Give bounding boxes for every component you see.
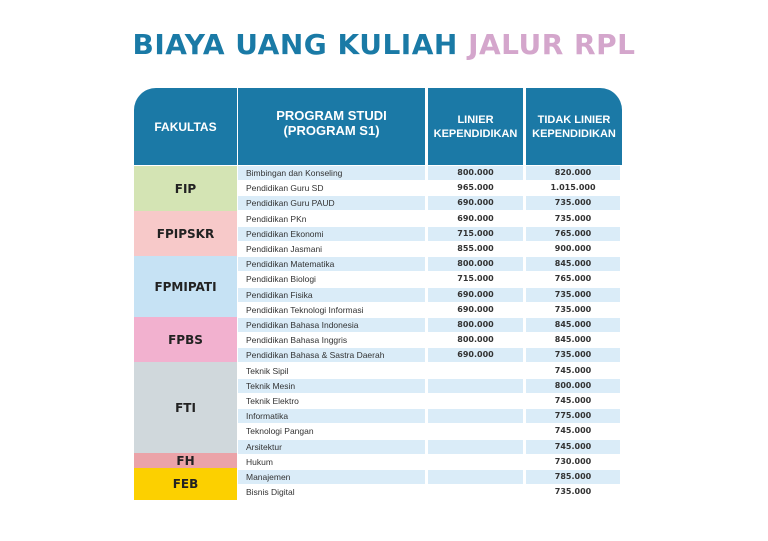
linier-fee-cell: 715.000 [457, 274, 494, 284]
tidak-linier-fee-cell: 765.000 [526, 227, 620, 241]
linier-fee-cell: 800.000 [428, 166, 523, 180]
tidak-linier-fee-cell: 765.000 [554, 274, 592, 284]
linier-fee-cell: 800.000 [428, 257, 523, 271]
program-name-cell: Pendidikan Bahasa & Sastra Daerah [238, 348, 425, 362]
faculty-fip: FIP [134, 166, 237, 211]
program-name-cell: Manajemen [238, 470, 425, 484]
tidak-linier-fee-cell: 745.000 [554, 365, 592, 375]
program-name-cell: Bimbingan dan Konseling [238, 166, 425, 180]
tidak-linier-fee-cell: 775.000 [526, 409, 620, 423]
table-row [238, 333, 622, 348]
program-name-cell: Teknologi Pangan [246, 426, 314, 437]
header-linier-line1: LINIER [457, 113, 494, 126]
table-row [238, 470, 622, 485]
tidak-linier-fee-cell: 800.000 [526, 379, 620, 393]
linier-fee-cell [428, 409, 523, 423]
tidak-linier-fee-cell: 845.000 [526, 257, 620, 271]
program-name-cell: Pendidikan Teknologi Informasi [246, 304, 364, 315]
header-linier-line2: KEPENDIDIKAN [433, 127, 518, 140]
linier-fee-cell: 800.000 [428, 318, 523, 332]
program-name-cell: Pendidikan Fisika [238, 288, 425, 302]
program-name-cell: Pendidikan Ekonomi [238, 227, 425, 241]
tidak-linier-fee-cell: 745.000 [526, 440, 620, 454]
table-row [238, 303, 622, 318]
linier-fee-cell [428, 455, 523, 469]
tidak-linier-fee-cell: 735.000 [526, 196, 620, 210]
title-part-1: BIAYA UANG KULIAH [132, 28, 458, 61]
table-row [238, 394, 622, 409]
table-row [238, 227, 622, 242]
tidak-linier-fee-cell: 820.000 [526, 166, 620, 180]
linier-fee-cell [428, 485, 523, 499]
table-row [238, 364, 622, 379]
program-name-cell: Pendidikan Jasmani [246, 244, 323, 254]
program-name-cell: Bisnis Digital [246, 487, 295, 498]
faculty-feb: FEB [134, 468, 237, 500]
table-row [238, 440, 622, 455]
tidak-linier-fee-cell: 735.000 [554, 304, 592, 314]
faculty-fpmipati: FPMIPATI [134, 256, 237, 317]
program-name-cell: Pendidikan PKn [246, 213, 307, 224]
tidak-linier-fee-cell: 845.000 [554, 335, 592, 345]
table-row [238, 348, 622, 363]
faculty-fti: FTI [134, 362, 237, 453]
program-name-cell: Informatika [238, 409, 425, 423]
tidak-linier-fee-cell: 735.000 [554, 487, 592, 497]
linier-fee-cell [428, 440, 523, 454]
faculty-fh: FH [134, 453, 237, 468]
table-row [238, 166, 622, 181]
tidak-linier-fee-cell: 845.000 [526, 318, 620, 332]
header-fakultas [134, 88, 237, 165]
tidak-linier-fee-cell: 735.000 [526, 288, 620, 302]
page-title [0, 28, 768, 61]
linier-fee-cell: 800.000 [457, 335, 494, 345]
tidak-linier-fee-cell: 900.000 [554, 244, 592, 253]
program-name-cell: Pendidikan Guru PAUD [238, 196, 425, 210]
tidak-linier-fee-cell: 730.000 [554, 456, 592, 466]
tidak-linier-fee-cell: 785.000 [526, 470, 620, 484]
title-part-2: JALUR RPL [468, 28, 636, 61]
linier-fee-cell [428, 364, 523, 378]
program-name-cell: Pendidikan Guru SD [246, 183, 324, 194]
tidak-linier-fee-cell: 745.000 [554, 396, 592, 405]
linier-fee-cell: 715.000 [428, 227, 523, 241]
program-name-cell: Hukum [246, 456, 273, 467]
header-tidak-line1: TIDAK LINIER [537, 113, 611, 126]
table-row [238, 288, 622, 303]
table-row [238, 455, 622, 470]
table-row [238, 196, 622, 211]
table-row [238, 181, 622, 196]
table-row [238, 212, 622, 227]
header-fakultas-label: FAKULTAS [154, 119, 217, 134]
linier-fee-cell: 690.000 [428, 288, 523, 302]
linier-fee-cell: 690.000 [457, 213, 494, 223]
tidak-linier-fee-cell: 735.000 [526, 348, 620, 362]
table-row [238, 257, 622, 272]
linier-fee-cell: 690.000 [428, 348, 523, 362]
program-name-cell: Pendidikan Bahasa Inggris [246, 335, 348, 346]
table-row [238, 424, 622, 439]
table-row [238, 379, 622, 394]
table-row [238, 318, 622, 333]
header-program-line1: PROGRAM STUDI [276, 107, 387, 123]
table-row [238, 272, 622, 287]
faculty-fpipskr: FPIPSKR [134, 211, 237, 256]
linier-fee-cell: 965.000 [457, 183, 494, 193]
table-row [238, 485, 622, 500]
program-name-cell: Pendidikan Bahasa Indonesia [238, 318, 425, 332]
program-name-cell: Pendidikan Matematika [238, 257, 425, 271]
program-name-cell: Teknik Sipil [246, 365, 289, 376]
table-row [238, 242, 622, 257]
linier-fee-cell [428, 379, 523, 393]
tidak-linier-fee-cell: 1.015.000 [550, 183, 596, 193]
program-name-cell: Teknik Elektro [246, 396, 299, 406]
program-name-cell: Teknik Mesin [238, 379, 425, 393]
linier-fee-cell: 690.000 [457, 304, 494, 314]
linier-fee-cell [428, 424, 523, 438]
header-tidak-linier [526, 88, 622, 165]
linier-fee-cell: 855.000 [457, 244, 494, 253]
tidak-linier-fee-cell: 745.000 [554, 426, 592, 436]
linier-fee-cell [428, 470, 523, 484]
table-row [238, 409, 622, 424]
header-linier [428, 88, 523, 165]
program-name-cell: Pendidikan Biologi [246, 274, 316, 285]
linier-fee-cell: 690.000 [428, 196, 523, 210]
program-name-cell: Arsitektur [238, 440, 425, 454]
header-program-studi [238, 88, 425, 165]
faculty-fpbs: FPBS [134, 317, 237, 362]
header-tidak-line2: KEPENDIDIKAN [532, 127, 616, 140]
header-program-line2: (PROGRAM S1) [283, 122, 380, 138]
linier-fee-cell [428, 394, 523, 408]
tidak-linier-fee-cell: 735.000 [554, 213, 592, 223]
